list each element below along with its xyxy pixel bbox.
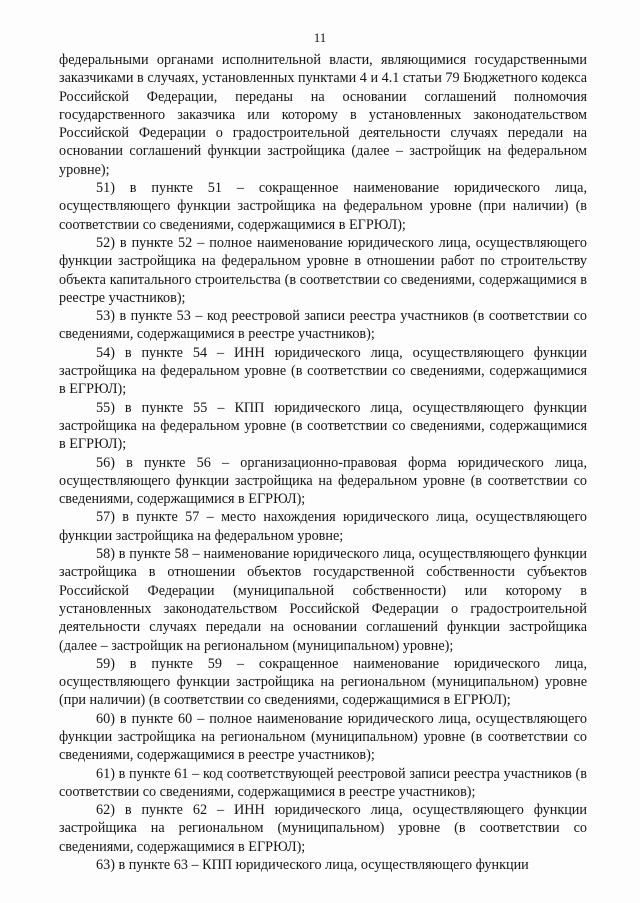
document-paragraph: 55) в пункте 55 – КПП юридического лица, осуществляющего функции застройщика на федеральном уровне (в соответствии со сведениями, содержащимися в ЕГРЮЛ); — [59, 399, 587, 453]
document-paragraph: 60) в пункте 60 – полное наименование юридического лица, осуществляющего функции застройщика на региональном (муниципальном) уровне (в соответствии со сведениями, содержащимися в реестре участников); — [59, 710, 587, 764]
document-paragraph: 58) в пункте 58 – наименование юридического лица, осуществляющего функции застройщика в отношении объектов государственной собственности субъектов Российской Федерации (муниципальной собственности) или которому в установленных законодательством Российской Федерации о градостроительной деятельности случаях передали на основании соглашений функции застройщика (далее – застройщик на региональном (муниципальном) уровне); — [59, 546, 587, 654]
document-paragraph: 57) в пункте 57 – место нахождения юридического лица, осуществляющего функции застройщика на федеральном уровне; — [59, 509, 587, 544]
document-paragraph: 62) в пункте 62 – ИНН юридического лица, осуществляющего функции застройщика на региональном (муниципальном) уровне (в соответствии со сведениями, содержащимися в ЕГРЮЛ); — [59, 802, 587, 855]
document-paragraph: 56) в пункте 56 – организационно-правовая форма юридического лица, осуществляющего функции застройщика на федеральном уровне (в соответствии со сведениями, содержащимися в ЕГРЮЛ); — [59, 454, 587, 508]
document-paragraph: 54) в пункте 54 – ИНН юридического лица, осуществляющего функции застройщика на федеральном уровне (в соответствии со сведениями, содержащимися в ЕГРЮЛ); — [59, 344, 587, 398]
document-paragraph: 59) в пункте 59 – сокращенное наименование юридического лица, осуществляющего функции застройщика на региональном (муниципальном) уровне (при наличии) (в соответствии со сведениями, содержащимися в ЕГРЮЛ); — [59, 655, 587, 709]
document-body — [59, 51, 587, 874]
document-paragraph: 63) в пункте 63 – КПП юридического лица, осуществляющего функции — [96, 857, 529, 874]
document-paragraph: 53) в пункте 53 – код реестровой записи реестра участников (в соответствии со сведениями, содержащимися в реестре участников); — [59, 308, 587, 343]
document-paragraph: 52) в пункте 52 – полное наименование юридического лица, осуществляющего функции застройщика на федеральном уровне в отношении работ по строительству объекта капитального строительства (в соответствии со сведениями, содержащимися в реестре участников); — [59, 234, 587, 306]
document-paragraph: 61) в пункте 61 – код соответствующей реестровой записи реестра участников (в соответствии со сведениями, содержащимися в реестре участников); — [59, 765, 587, 800]
document-paragraph: 51) в пункте 51 – сокращенное наименование юридического лица, осуществляющего функции застройщика на федеральном уровне (при наличии) (в соответствии со сведениями, содержащимися в ЕГРЮЛ); — [59, 180, 587, 233]
document-paragraph: федеральными органами исполнительной власти, являющимися государственными заказчиками в случаях, установленных пунктами 4 и 4.1 статьи 79 Бюджетного кодекса Российской Федерации, переданы на основании соглашений полномочия государственного заказчика или которому в установленных законодательством Российской Федерации о градостроительной деятельности случаях передали на основании соглашений функции застройщика (далее – застройщик на федеральном уровне); — [59, 52, 587, 178]
page-number: 11 — [313, 30, 327, 45]
